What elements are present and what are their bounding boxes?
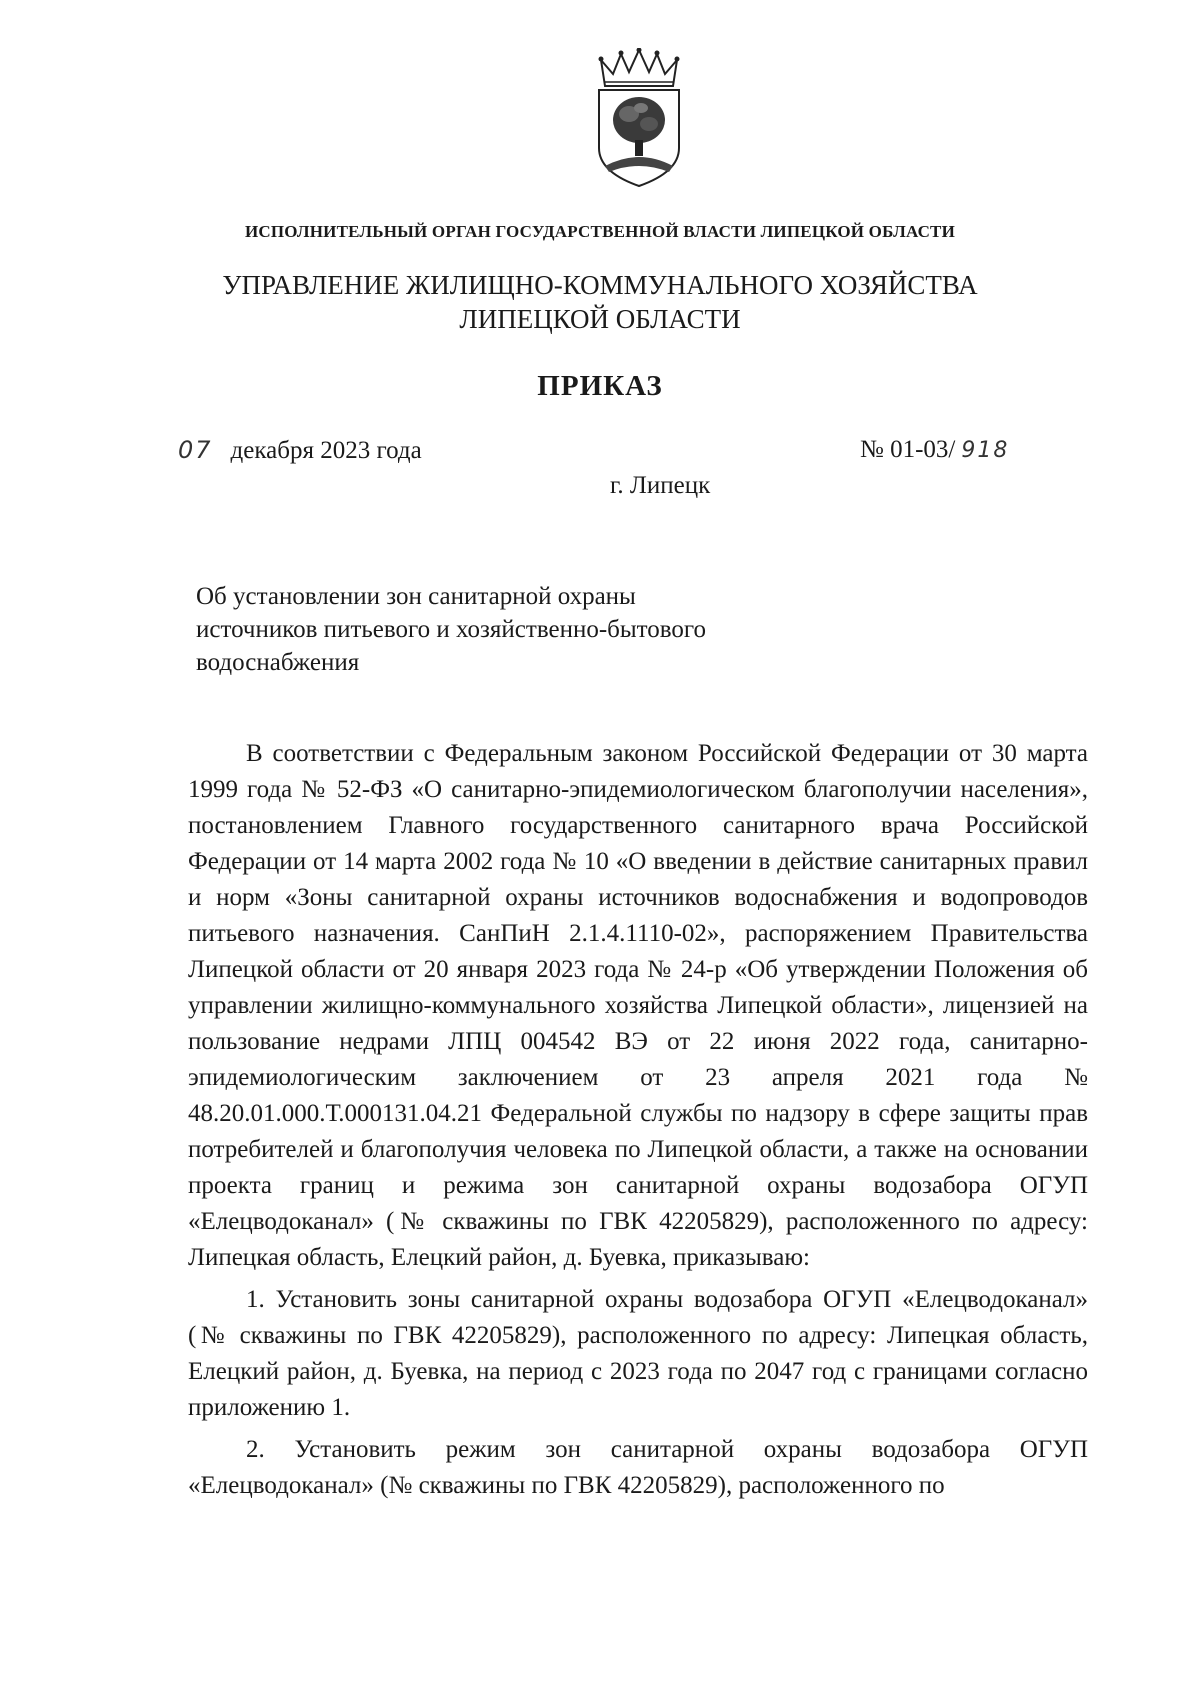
order-item-2: 2. Установить режим зон санитарной охраны водозабора ОГУП «Елецводоканал» (№ скважины по ГВК 42205829), расположенного по: [188, 1436, 1088, 1499]
date-day-handwritten: 07: [178, 436, 213, 464]
order-item-1: 1. Установить зоны санитарной охраны водозабора ОГУП «Елецводоканал» (№ скважины по ГВК 42205829), расположенного по адресу: Липецкая область, Елецкий район, д. Буевка, на период с 2023 года по 2047 год с границами согласно приложению 1.: [188, 1286, 1088, 1421]
department-name-line: УПРАВЛЕНИЕ ЖИЛИЩНО-КОММУНАЛЬНОГО ХОЗЯЙСТВА: [222, 270, 978, 300]
order-body: [188, 736, 1088, 1504]
order-date: [178, 436, 422, 465]
department-name: [0, 268, 1200, 336]
subject-line: водоснабжения: [196, 649, 360, 676]
document-type: ПРИКАЗ: [537, 370, 663, 402]
subject-line: источников питьевого и хозяйственно-бытового: [196, 616, 707, 643]
city: г. Липецк: [610, 472, 711, 499]
preamble-paragraph: В соответствии с Федеральным законом Российской Федерации от 30 марта 1999 года № 52-ФЗ «О санитарно-эпидемиологическом благополучии населения», постановлением Главного государственного санитарного врача Российской Федерации от 14 марта 2002 года № 10 «О введении в действие санитарных правил и норм «Зоны санитарной охраны источников водоснабжения и водопроводов питьевого назначения. СанПиН 2.1.4.1110-02», распоряжением Правительства Липецкой области от 20 января 2023 года № 24-р «Об утверждении Положения об управлении жилищно-коммунального хозяйства Липецкой области», лицензией на пользование недрами ЛПЦ 004542 ВЭ от 22 июня 2022 года, санитарно-эпидемиологическим заключением от 23 апреля 2021 года № 48.20.01.000.Т.000131.04.21 Федеральной службы по надзору в сфере защиты прав потребителей и благополучия человека по Липецкой области, а также на основании проекта границ и режима зон санитарной охраны водозабора ОГУП «Елецводоканал» (№ скважины по ГВК 42205829), расположенного по адресу: Липецкая область, Елецкий район, д. Буевка, приказываю:: [188, 740, 1088, 1271]
coat-of-arms-icon: [591, 48, 687, 188]
order-number: [860, 436, 1009, 464]
date-text: декабря 2023 года: [230, 437, 422, 464]
order-number-prefix: № 01-03/: [860, 436, 956, 463]
order-number-handwritten: 918: [961, 438, 1010, 463]
department-name-line: ЛИПЕЦКОЙ ОБЛАСТИ: [459, 304, 741, 334]
subject-line: Об установлении зон санитарной охраны: [196, 583, 636, 610]
order-subject: [196, 580, 816, 679]
issuing-authority: ИСПОЛНИТЕЛЬНЫЙ ОРГАН ГОСУДАРСТВЕННОЙ ВЛАСТИ ЛИПЕЦКОЙ ОБЛАСТИ: [244, 222, 956, 241]
